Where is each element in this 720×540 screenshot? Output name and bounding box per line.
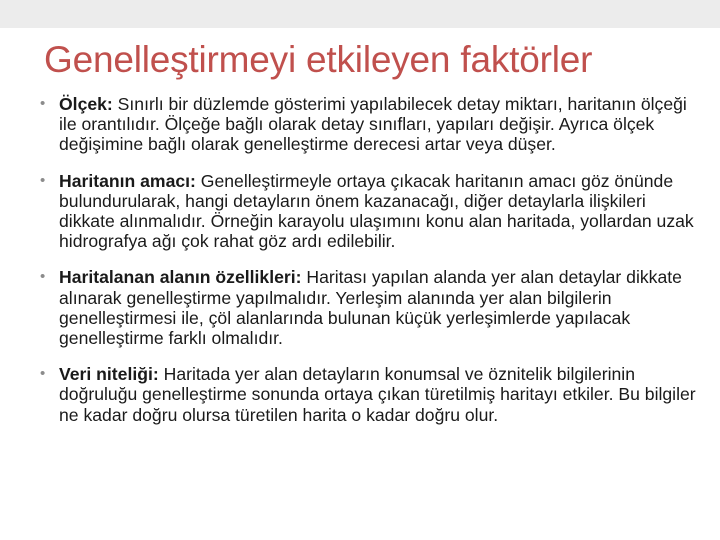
bullet-item-olcek xyxy=(40,94,700,155)
bullet-text: Haritası yapılan alanda yer alan detaylar dikkate alınarak genelleştirme yapılmalıdır. Yerleşim alanında yer alan bilgilerin genelleştirmesi ile, çöl alanlarında bulunan küçük yerleşimlerde yapılacak genelleştirme farklı olmalıdır. xyxy=(59,267,682,349)
bullet-text: Sınırlı bir düzlemde gösterimi yapılabilecek detay miktarı, haritanın ölçeği ile orantılıdır. Ölçeğe bağlı olarak detay sınıfları, yapıları değişir. Ayrıca ölçek değişimine bağlı olarak genelleştirme derecesi artar veya düşer. xyxy=(59,94,687,155)
bullet-dot-icon: • xyxy=(40,171,46,189)
bullet-list xyxy=(40,94,700,441)
slide-top-band xyxy=(0,0,720,28)
bullet-term: Haritalanan alanın özellikleri: xyxy=(59,267,302,288)
bullet-term: Veri niteliği: xyxy=(59,364,159,385)
slide-title: Genelleştirmeyi etkileyen faktörler xyxy=(44,39,593,80)
bullet-dot-icon: • xyxy=(40,268,46,286)
bullet-dot-icon: • xyxy=(40,95,46,112)
bullet-text: Haritada yer alan detayların konumsal ve öznitelik bilgilerinin doğruluğu genelleştirme sonunda ortaya çıkan türetilmiş haritayı etkiler. Bu bilgiler ne kadar doğru olursa türetilen harita o kadar doğru olur. xyxy=(59,364,696,425)
bullet-dot-icon: • xyxy=(40,365,46,383)
bullet-text: Genelleştirmeyle ortaya çıkacak haritanın amacı göz önünde bulundurularak, hangi detayların önem kazanacağı, diğer detaylarla ilişkileri dikkate alınmalıdır. Örneğin karayolu ulaşımını konu alan haritada, yollardan uzak hidrografya ağı çok rahat göz ardı edilebilir. xyxy=(59,170,694,252)
bullet-item-haritalanan-alan xyxy=(40,267,700,348)
bullet-item-haritanin-amaci xyxy=(40,171,700,252)
bullet-term: Ölçek: xyxy=(59,94,113,114)
bullet-term: Haritanın amacı: xyxy=(59,170,196,191)
bullet-item-veri-niteligi xyxy=(40,364,700,425)
